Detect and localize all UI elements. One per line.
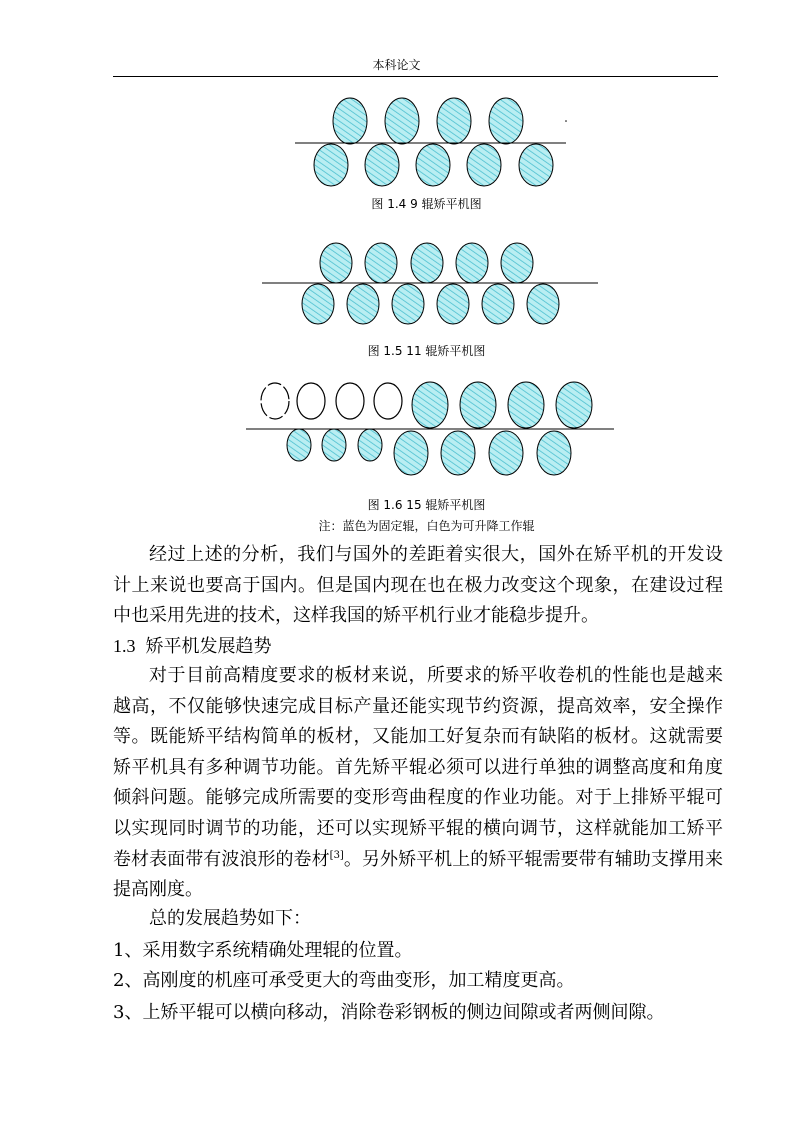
upper-roller-row: [261, 382, 592, 428]
paragraph-text: 对于目前高精度要求的板材来说，所要求的矫平收卷机的性能也是越来越高，不仅能够快速完成目标产量还能实现节约资源，提高效率，安全操作等。既能矫平结构简单的板材，又能加工好复杂而有缺陷的板材。这就需要矫平机具有多种调节功能。首先矫平辊必须可以进行单独的调整高度和角度倾斜问题。能够完成所需要的变形弯曲程度的作业功能。对于上排矫平辊可以实现同时调节的功能，还可以实现矫平辊的横向调节，这样就能加工矫平卷材表面带有波浪形的卷材: [113, 665, 723, 870]
paragraph: [113, 661, 723, 906]
paragraph-text: 经过上述的分析，我们与国外的差距着实很大，国外在矫平机的开发设计上来说也要高于国内。但是国内现在也在极力改变这个现象，在建设过程中也采用先进的技术，这样我国的矫平机行业才能稳步提升。: [113, 544, 723, 627]
section-title: 矫平机发展趋势: [145, 636, 272, 657]
figure-note: 注：蓝色为固定辊，白色为可升降工作辊: [318, 519, 535, 533]
paragraph-text: 。另外矫平机上的矫平辊需要带有辅助支撑用来提高刚度。: [113, 848, 724, 901]
fixed-roller: [394, 431, 428, 475]
page-header: 本科论文: [372, 58, 421, 72]
fixed-roller: [489, 431, 523, 475]
liftable-roller: [336, 383, 364, 419]
paragraph: [113, 904, 723, 935]
fixed-roller: [358, 429, 382, 461]
fixed-roller: [287, 429, 311, 461]
figure-caption: 图 1.6 15 辊矫平机图: [367, 498, 486, 512]
paragraph-text: 总的发展趋势如下：: [149, 908, 311, 929]
fixed-roller: [441, 431, 475, 475]
paragraph: [113, 540, 723, 632]
fixed-roller: [537, 431, 571, 475]
fixed-roller: [460, 382, 496, 428]
list-item: 1、采用数字系统精确处理辊的位置。: [113, 940, 413, 961]
liftable-roller: [374, 383, 402, 419]
lower-roller-row: [287, 429, 571, 475]
section-number: 1.3: [113, 636, 136, 656]
fixed-roller: [556, 382, 592, 428]
fixed-roller: [412, 382, 448, 428]
fixed-roller: [508, 382, 544, 428]
list-item: 3、上矫平辊可以横向移动，消除卷彩钢板的侧边间隙或者两侧间隙。: [113, 1002, 665, 1023]
liftable-roller: [261, 383, 289, 419]
citation-ref[interactable]: [3]: [329, 849, 344, 861]
figure-caption: 图 1.4 9 辊矫平机图: [371, 197, 482, 211]
figure-caption: 图 1.5 11 辊矫平机图: [367, 344, 486, 358]
list-item: 2、高刚度的机座可承受更大的弯曲变形，加工精度更高。: [113, 970, 575, 991]
section-heading: [113, 632, 272, 658]
liftable-roller: [297, 383, 325, 419]
figure-15-roller-diagram: [0, 0, 793, 490]
fixed-roller: [322, 429, 346, 461]
